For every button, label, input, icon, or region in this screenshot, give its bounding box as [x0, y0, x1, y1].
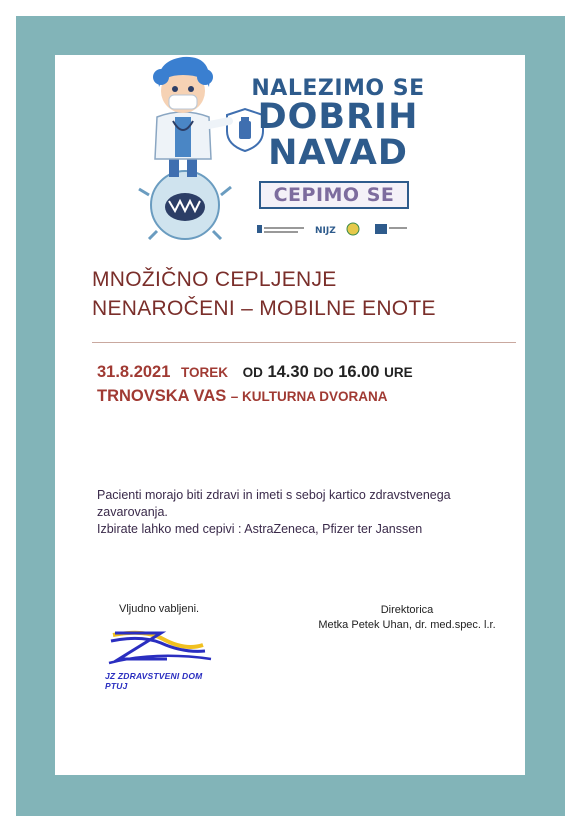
from-time: 14.30: [267, 363, 309, 381]
signature-block: [297, 603, 517, 633]
partner-logos-strip: [257, 220, 407, 238]
note-health-card: Pacienti morajo biti zdravi in imeti s seboj kartico zdravstvenega zavarovanja.: [97, 488, 451, 519]
greeting: Vljudno vabljeni.: [119, 603, 200, 615]
health-center-logo: [105, 629, 215, 667]
from-word: OD: [242, 365, 263, 380]
campaign-logo: [248, 78, 428, 171]
title-line-2: NENAROČENI – MOBILNE ENOTE: [92, 297, 436, 320]
instructions: [97, 487, 507, 538]
event-location: [97, 387, 387, 406]
signer-name: Metka Petek Uhan, dr. med.spec. l.r.: [318, 619, 496, 631]
campaign-line-2: DOBRIH: [257, 97, 419, 137]
to-word: DO: [313, 365, 334, 380]
to-time: 16.00: [338, 363, 380, 381]
organization-name: JZ ZDRAVSTVENI DOM PTUJ: [105, 671, 203, 691]
campaign-badge: CEPIMO SE: [259, 181, 409, 209]
venue-name: – KULTURNA DVORANA: [230, 389, 388, 404]
event-day: TOREK: [181, 365, 229, 380]
campaign-line-3: NAVAD: [268, 133, 408, 173]
note-vaccines: Izbirate lahko med cepivi : AstraZeneca, Pfizer ter Janssen: [97, 522, 423, 536]
event-date: 31.8.2021: [97, 363, 171, 381]
event-time: [97, 363, 413, 382]
time-unit: URE: [384, 365, 413, 380]
page-title: [92, 265, 512, 323]
svg-text:NIJZ: NIJZ: [315, 226, 336, 236]
signer-title: Direktorica: [380, 604, 434, 616]
title-line-1: MNOŽIČNO CEPLJENJE: [92, 268, 337, 291]
location-name: TRNOVSKA VAS: [97, 387, 227, 405]
poster: [55, 55, 525, 775]
campaign-line-1: NALEZIMO SE: [251, 76, 425, 101]
divider: [92, 342, 516, 343]
